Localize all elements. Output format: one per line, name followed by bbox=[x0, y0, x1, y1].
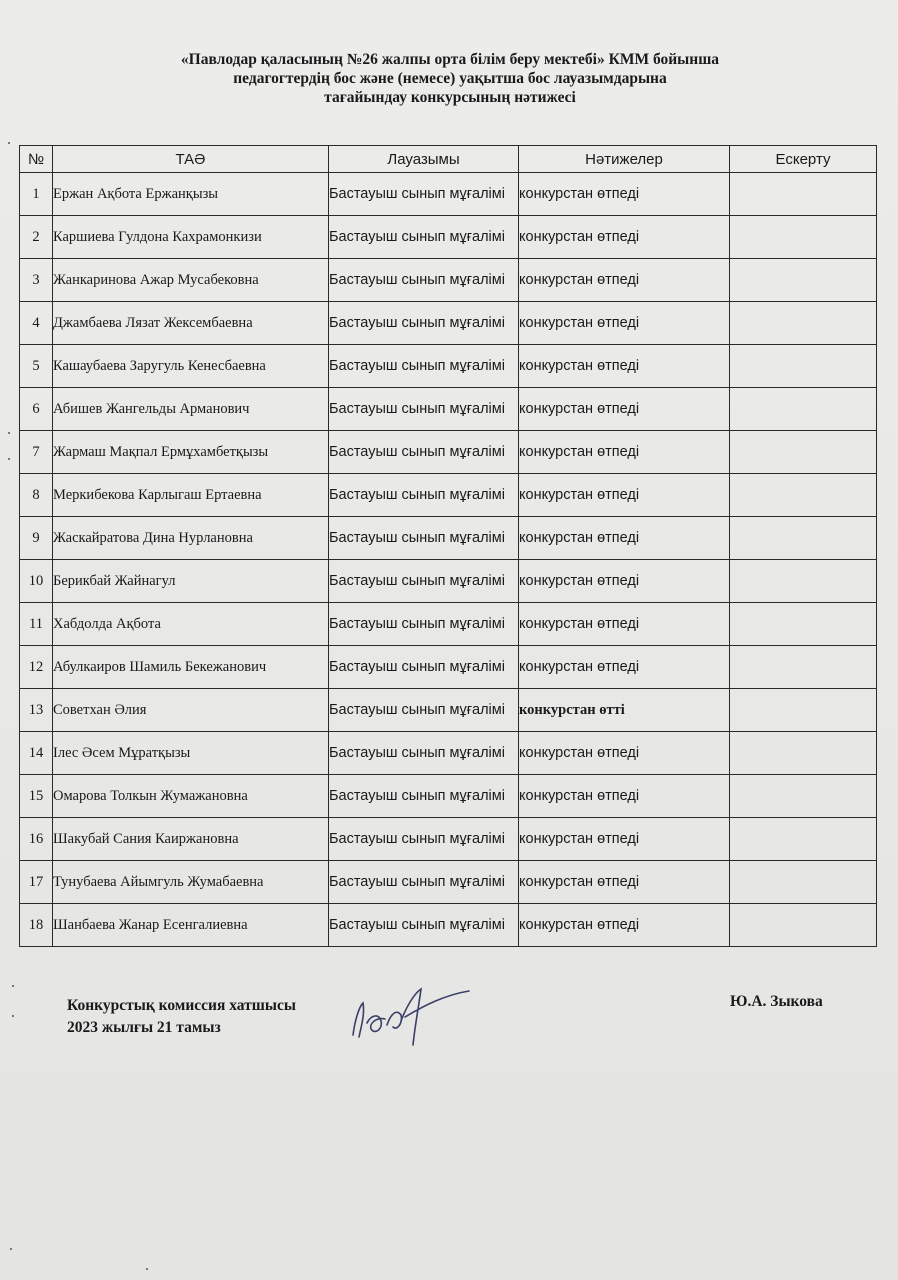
table-row bbox=[20, 388, 877, 431]
row-number: 18 bbox=[20, 904, 53, 947]
table-row bbox=[20, 474, 877, 517]
row-number: 13 bbox=[20, 689, 53, 732]
row-result: конкурстан өтпеді bbox=[519, 259, 730, 302]
row-number: 12 bbox=[20, 646, 53, 689]
row-name: Омарова Толкын Жумажановна bbox=[53, 775, 329, 818]
row-note bbox=[730, 775, 877, 818]
row-note bbox=[730, 259, 877, 302]
table-row bbox=[20, 345, 877, 388]
row-name: Меркибекова Карлыгаш Ертаевна bbox=[53, 474, 329, 517]
table-row bbox=[20, 904, 877, 947]
row-position: Бастауыш сынып мұғалімі bbox=[329, 904, 519, 947]
row-position: Бастауыш сынып мұғалімі bbox=[329, 560, 519, 603]
row-result: конкурстан өтпеді bbox=[519, 732, 730, 775]
row-position: Бастауыш сынып мұғалімі bbox=[329, 861, 519, 904]
row-name: Ілес Әсем Мұратқызы bbox=[53, 732, 329, 775]
row-result: конкурстан өтпеді bbox=[519, 302, 730, 345]
title-line-1: «Павлодар қаласының №26 жалпы орта білім беру мектебі» КММ бойынша bbox=[180, 51, 720, 68]
row-result: конкурстан өтпеді bbox=[519, 173, 730, 216]
speck bbox=[8, 458, 10, 460]
row-position: Бастауыш сынып мұғалімі bbox=[329, 345, 519, 388]
row-number: 16 bbox=[20, 818, 53, 861]
row-name: Советхан Әлия bbox=[53, 689, 329, 732]
row-result: конкурстан өтпеді bbox=[519, 818, 730, 861]
table-row bbox=[20, 732, 877, 775]
row-note bbox=[730, 861, 877, 904]
row-position: Бастауыш сынып мұғалімі bbox=[329, 302, 519, 345]
row-result: конкурстан өтпеді bbox=[519, 431, 730, 474]
row-result: конкурстан өтпеді bbox=[519, 775, 730, 818]
handwritten-signature bbox=[345, 965, 475, 1055]
row-note bbox=[730, 818, 877, 861]
row-name: Жанкаринова Ажар Мусабековна bbox=[53, 259, 329, 302]
signer-name: Ю.А. Зыкова bbox=[730, 993, 823, 1010]
row-position: Бастауыш сынып мұғалімі bbox=[329, 646, 519, 689]
footer-commission bbox=[67, 995, 296, 1039]
speck bbox=[146, 1268, 148, 1270]
row-position: Бастауыш сынып мұғалімі bbox=[329, 732, 519, 775]
header-name: ТАӘ bbox=[53, 146, 329, 173]
row-name: Шанбаева Жанар Есенгалиевна bbox=[53, 904, 329, 947]
row-note bbox=[730, 560, 877, 603]
row-number: 2 bbox=[20, 216, 53, 259]
row-name: Каршиева Гулдона Кахрамонкизи bbox=[53, 216, 329, 259]
row-number: 10 bbox=[20, 560, 53, 603]
commission-role: Конкурстық комиссия хатшысы bbox=[67, 997, 296, 1014]
row-number: 9 bbox=[20, 517, 53, 560]
row-note bbox=[730, 689, 877, 732]
row-number: 15 bbox=[20, 775, 53, 818]
speck bbox=[12, 985, 14, 987]
row-number: 17 bbox=[20, 861, 53, 904]
table-row bbox=[20, 517, 877, 560]
header-number: № bbox=[20, 146, 53, 173]
row-note bbox=[730, 173, 877, 216]
row-number: 5 bbox=[20, 345, 53, 388]
row-position: Бастауыш сынып мұғалімі bbox=[329, 689, 519, 732]
row-note bbox=[730, 904, 877, 947]
speck bbox=[8, 432, 10, 434]
row-position: Бастауыш сынып мұғалімі bbox=[329, 431, 519, 474]
row-number: 6 bbox=[20, 388, 53, 431]
row-result: конкурстан өтпеді bbox=[519, 216, 730, 259]
table-body bbox=[20, 173, 877, 947]
row-position: Бастауыш сынып мұғалімі bbox=[329, 517, 519, 560]
row-number: 8 bbox=[20, 474, 53, 517]
row-note bbox=[730, 646, 877, 689]
row-position: Бастауыш сынып мұғалімі bbox=[329, 216, 519, 259]
table-row bbox=[20, 646, 877, 689]
row-result: конкурстан өтпеді bbox=[519, 603, 730, 646]
table-row bbox=[20, 775, 877, 818]
title-line-3: тағайындау конкурсының нәтижесі bbox=[324, 89, 576, 106]
document-date: 2023 жылғы 21 тамыз bbox=[67, 1019, 221, 1036]
row-result: конкурстан өтпеді bbox=[519, 861, 730, 904]
row-note bbox=[730, 431, 877, 474]
row-note bbox=[730, 517, 877, 560]
row-name: Абулкаиров Шамиль Бекежанович bbox=[53, 646, 329, 689]
row-note bbox=[730, 474, 877, 517]
row-note bbox=[730, 732, 877, 775]
row-name: Ержан Ақбота Ержанқызы bbox=[53, 173, 329, 216]
row-position: Бастауыш сынып мұғалімі bbox=[329, 173, 519, 216]
row-result: конкурстан өтпеді bbox=[519, 474, 730, 517]
row-position: Бастауыш сынып мұғалімі bbox=[329, 603, 519, 646]
row-result: конкурстан өтпеді bbox=[519, 560, 730, 603]
row-note bbox=[730, 216, 877, 259]
row-name: Шакубай Сания Каиржановна bbox=[53, 818, 329, 861]
speck bbox=[10, 1248, 12, 1250]
row-result: конкурстан өтпеді bbox=[519, 388, 730, 431]
table-header-row bbox=[20, 146, 877, 173]
speck bbox=[8, 142, 10, 144]
row-position: Бастауыш сынып мұғалімі bbox=[329, 775, 519, 818]
table-row bbox=[20, 861, 877, 904]
row-note bbox=[730, 388, 877, 431]
row-name: Жармаш Мақпал Ермұхамбетқызы bbox=[53, 431, 329, 474]
table-row bbox=[20, 603, 877, 646]
row-result: конкурстан өтті bbox=[519, 689, 730, 732]
row-name: Жаскайратова Дина Нурлановна bbox=[53, 517, 329, 560]
row-name: Тунубаева Айымгуль Жумабаевна bbox=[53, 861, 329, 904]
row-name: Джамбаева Лязат Жексембаевна bbox=[53, 302, 329, 345]
table-row bbox=[20, 689, 877, 732]
row-result: конкурстан өтпеді bbox=[519, 517, 730, 560]
table-row bbox=[20, 818, 877, 861]
row-note bbox=[730, 345, 877, 388]
table-row bbox=[20, 173, 877, 216]
row-position: Бастауыш сынып мұғалімі bbox=[329, 259, 519, 302]
header-position: Лауазымы bbox=[329, 146, 519, 173]
results-table bbox=[19, 145, 877, 947]
row-result: конкурстан өтпеді bbox=[519, 646, 730, 689]
row-number: 3 bbox=[20, 259, 53, 302]
header-note: Ескерту bbox=[730, 146, 877, 173]
table-row bbox=[20, 302, 877, 345]
row-number: 7 bbox=[20, 431, 53, 474]
document-title bbox=[60, 50, 840, 107]
row-number: 11 bbox=[20, 603, 53, 646]
table-row bbox=[20, 259, 877, 302]
row-name: Кашаубаева Заругуль Кенесбаевна bbox=[53, 345, 329, 388]
row-note bbox=[730, 302, 877, 345]
table-row bbox=[20, 431, 877, 474]
title-line-2: педагогтердің бос және (немесе) уақытша бос лауазымдарына bbox=[233, 70, 667, 87]
row-number: 4 bbox=[20, 302, 53, 345]
row-result: конкурстан өтпеді bbox=[519, 345, 730, 388]
row-number: 1 bbox=[20, 173, 53, 216]
table-row bbox=[20, 560, 877, 603]
table-row bbox=[20, 216, 877, 259]
row-name: Абишев Жангельды Арманович bbox=[53, 388, 329, 431]
header-results: Нәтижелер bbox=[519, 146, 730, 173]
row-name: Берикбай Жайнагул bbox=[53, 560, 329, 603]
row-position: Бастауыш сынып мұғалімі bbox=[329, 818, 519, 861]
row-result: конкурстан өтпеді bbox=[519, 904, 730, 947]
row-name: Хабдолда Ақбота bbox=[53, 603, 329, 646]
row-position: Бастауыш сынып мұғалімі bbox=[329, 388, 519, 431]
row-number: 14 bbox=[20, 732, 53, 775]
row-position: Бастауыш сынып мұғалімі bbox=[329, 474, 519, 517]
speck bbox=[12, 1015, 14, 1017]
row-note bbox=[730, 603, 877, 646]
